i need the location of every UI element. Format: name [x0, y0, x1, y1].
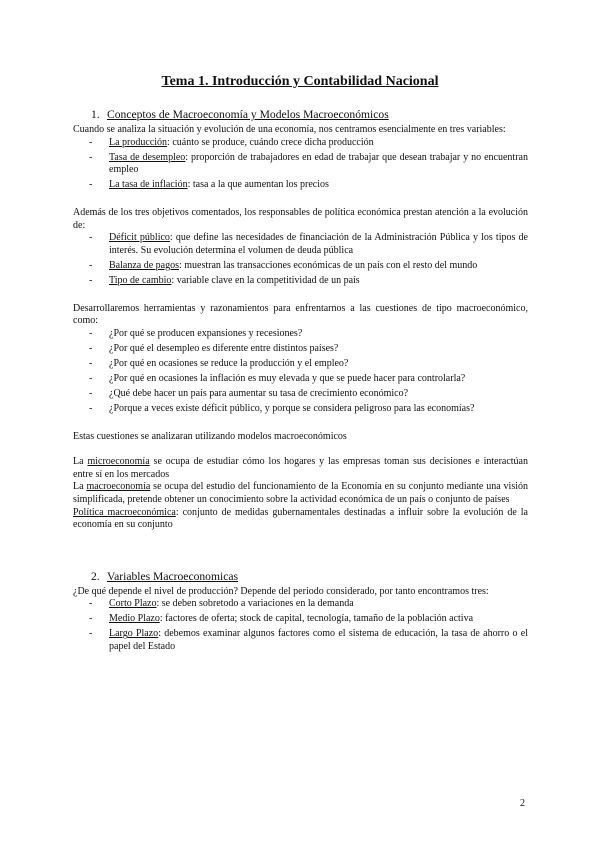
- page-content: [73, 108, 528, 656]
- section-1-heading: [73, 108, 528, 122]
- bullet-list: [73, 232, 528, 287]
- list-item: - Largo Plazo: debemos examinar algunos factores como el sistema de educación, la tasa de ahorro o el papel del Estado: [89, 628, 528, 652]
- paragraph: Además de los tres objetivos comentados, los responsables de política económica prestan atención a la evolución de:: [73, 207, 528, 231]
- question-list: [73, 328, 528, 416]
- list-item: - Déficit público: que define las necesidades de financiación de la Administración Pública y los tipos de interés. Su evolución determina el volumen de deuda pública: [89, 232, 528, 256]
- list-item: - ¿Por qué el desempleo es diferente entre distintos países?: [89, 343, 339, 354]
- paragraph-politica: Política macroeconómica: conjunto de medidas gubernamentales destinadas a influir sobre la evolución de la economía en su conjunto: [73, 506, 528, 531]
- bullet-list: [73, 137, 528, 192]
- list-item: - Tasa de desempleo: proporción de trabajadores en edad de trabajar que desean trabajar y no encuentran empleo: [89, 151, 528, 176]
- page-number: 2: [520, 798, 525, 809]
- paragraph-macroeconomia: La macroeconomía se ocupa del estudio del funcionamiento de la Economía en su conjunto mediante una visión simplificada, pretende obtener un conocimiento sobre la actividad económica de un país o conjunto de países: [73, 481, 528, 506]
- list-item: - Corto Plazo: se deben sobretodo a variaciones en la demanda: [89, 598, 354, 610]
- list-item: - ¿Porque a veces existe déficit público, y porque se considera peligroso para las economías?: [89, 403, 475, 415]
- list-item: - ¿Por qué en ocasiones se reduce la producción y el empleo?: [89, 358, 349, 370]
- paragraph: Estas cuestiones se analizaran utilizando modelos macroeconómicos: [73, 431, 347, 443]
- section-number: 1.: [91, 108, 100, 121]
- bullet-list: [73, 598, 528, 653]
- section-2-heading: [73, 570, 528, 584]
- page-title: Tema 1. Introducción y Contabilidad Nacional: [161, 74, 439, 89]
- paragraph: Cuando se analiza la situación y evolución de una economía, nos centramos esencialmente en tres variables:: [73, 124, 506, 135]
- paragraph: ¿De qué depende el nivel de producción? Depende del periodo considerado, por tanto encontramos tres:: [73, 585, 489, 597]
- list-item: - ¿Qué debe hacer un país para aumentar su tasa de crecimiento económico?: [89, 388, 409, 400]
- paragraph: Desarrollaremos herramientas y razonamientos para enfrentarnos a las cuestiones de tipo macroeconómico, como:: [73, 302, 528, 327]
- paragraph-microeconomia: La microeconomía se ocupa de estudiar cómo los hogares y las empresas toman sus decisiones e interactúan entre sí en los mercados: [73, 456, 528, 480]
- list-item: - Tipo de cambio: variable clave en la competitividad de un país: [89, 275, 360, 287]
- list-item: - Medio Plazo: factores de oferta; stock de capital, tecnología, tamaño de la población activa: [89, 613, 474, 625]
- section-title: Variables Macroeconomicas: [107, 569, 239, 583]
- list-item: - La tasa de inflación: tasa a la que aumentan los precios: [89, 179, 329, 191]
- list-item: - La producción: cuánto se produce, cuándo crece dicha producción: [89, 136, 374, 148]
- list-item: - ¿Por qué en ocasiones la inflación es muy elevada y que se puede hacer para controlarla?: [89, 373, 466, 385]
- section-number: 2.: [91, 569, 100, 583]
- list-item: - ¿Por qué se producen expansiones y recesiones?: [89, 327, 303, 339]
- list-item: - Balanza de pagos: muestran las transacciones económicas de un país con el resto del mundo: [89, 259, 478, 271]
- section-title: Conceptos de Macroeconomía y Modelos Macroeconómicos: [107, 108, 389, 121]
